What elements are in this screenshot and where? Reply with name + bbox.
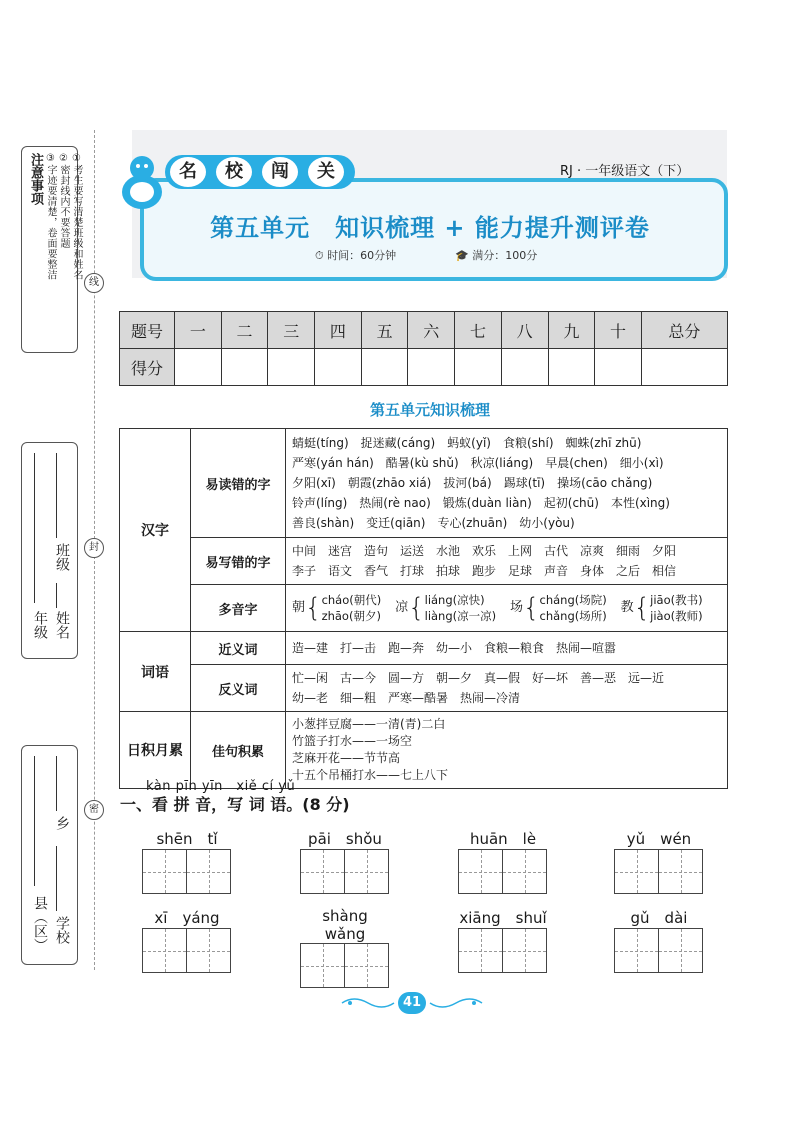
page-title: 第五单元 知识梳理 + 能力提升测评卷 <box>210 213 650 242</box>
poly-read: liáng(凉快) <box>424 593 485 607</box>
score-cell[interactable] <box>455 349 502 386</box>
polyphone-item <box>510 592 607 624</box>
writing-cell[interactable] <box>345 849 389 894</box>
ciyu-ant-row <box>120 665 728 712</box>
question-number: 一 <box>175 312 222 349</box>
pinyin-text: yǔ wén <box>626 830 692 848</box>
class-info-box <box>21 442 78 659</box>
sub-synonym: 近义词 <box>191 632 286 665</box>
brace-icon: { <box>633 593 651 623</box>
question-number: 三 <box>268 312 315 349</box>
score-cell[interactable] <box>221 349 268 386</box>
polyphone-item <box>621 592 703 624</box>
content-line: 小葱拌豆腐——一清(青)二白 <box>292 717 446 731</box>
content-line: 铃声(líng) 热闹(rè nao) 锻炼(duàn liàn) 起初(chū) 本性(xìng) <box>292 496 670 510</box>
question-number: 四 <box>315 312 362 349</box>
sub-sentences: 佳句积累 <box>191 712 286 789</box>
poly-read: cháo(朝代) <box>321 593 382 607</box>
pinyin-item <box>614 907 704 973</box>
content-line: 幼—老 细—粗 严寒—酷暑 热闹—冷清 <box>292 691 521 705</box>
question-number: 十 <box>595 312 642 349</box>
easy-write-content <box>286 538 728 585</box>
poly-read: cháng(场院) <box>539 593 607 607</box>
poly-read: zhāo(朝夕) <box>321 609 381 623</box>
notice-line: ②密封线内不要答题 <box>58 153 69 249</box>
score-cell[interactable] <box>268 349 315 386</box>
question1-title: 一、看 拼 音，写 词 语。(8 分) <box>120 795 350 814</box>
polyphone-item <box>395 592 496 624</box>
category-hanzi: 汉字 <box>120 429 191 632</box>
sub-easy-read: 易读错的字 <box>191 429 286 538</box>
logo-char: 校 <box>216 157 252 187</box>
pinyin-text: shēn tǐ <box>156 830 218 848</box>
writing-cell[interactable] <box>142 928 187 973</box>
category-ciyu: 词语 <box>120 632 191 712</box>
pinyin-text: huān lè <box>469 830 537 848</box>
score-text: 满分：100分 <box>472 249 538 262</box>
writing-grid <box>614 928 704 973</box>
writing-cell[interactable] <box>142 849 187 894</box>
content-line: 忙—闲 古—今 圆—方 朝—夕 真—假 好—坏 善—恶 远—近 <box>292 671 665 685</box>
brace-icon: { <box>408 593 425 623</box>
seal-mark: 密 <box>84 800 104 820</box>
question-number: 六 <box>408 312 455 349</box>
writing-grid <box>142 928 232 973</box>
poly-char: 场 <box>509 600 523 615</box>
writing-cell[interactable] <box>300 849 345 894</box>
town-line <box>56 756 57 811</box>
score-header-row <box>120 312 728 349</box>
score-value-row <box>120 349 728 386</box>
sub-antonym: 反义词 <box>191 665 286 712</box>
town-label: 乡 <box>54 816 70 830</box>
seal-mark: 封 <box>84 538 104 558</box>
seal-mark: 线 <box>84 273 104 293</box>
content-line: 中间 迷宫 造句 运送 水池 欢乐 上网 古代 凉爽 细雨 夕阳 <box>292 544 677 558</box>
writing-cell[interactable] <box>503 928 547 973</box>
content-line: 蜻蜓(tíng) 捉迷藏(cáng) 蚂蚁(yǐ) 食粮(shí) 蜘蛛(zhī zhū) <box>292 436 642 450</box>
hanzi-poly-row <box>120 585 728 632</box>
writing-cell[interactable] <box>458 928 503 973</box>
brace-icon: { <box>305 593 322 623</box>
writing-grid <box>458 928 548 973</box>
pinyin-text: xī yáng <box>154 909 220 927</box>
score-cell[interactable] <box>641 349 727 386</box>
page-number: 41 <box>398 992 426 1014</box>
score-cell[interactable] <box>175 349 222 386</box>
writing-grid <box>458 849 548 894</box>
school-line <box>56 846 57 911</box>
content-line: 十五个吊桶打水——七上八下 <box>292 768 449 782</box>
knowledge-table <box>119 428 728 789</box>
name-label: 姓名 <box>54 611 70 639</box>
question-number: 九 <box>548 312 595 349</box>
ornament-right-icon <box>428 995 484 1011</box>
question-number: 八 <box>501 312 548 349</box>
sub-polyphone: 多音字 <box>191 585 286 632</box>
writing-cell[interactable] <box>300 943 345 988</box>
poly-char: 朝 <box>292 600 306 615</box>
score-cell[interactable] <box>408 349 455 386</box>
writing-grid <box>300 849 390 894</box>
pinyin-item <box>458 907 548 973</box>
hanzi-write-row <box>120 538 728 585</box>
ornament-left-icon <box>340 995 396 1011</box>
notice-line: ③字迹要清楚，卷面要整洁 <box>45 153 56 280</box>
grade-label: 年级 <box>32 611 48 639</box>
brace-icon: { <box>522 593 540 623</box>
cap-icon: 🎓 <box>455 249 469 262</box>
content-line: 竹篮子打水——一场空 <box>292 734 413 748</box>
notice-lines <box>44 153 83 280</box>
county-label: 县（区） <box>32 896 48 952</box>
mascot-gourd-icon <box>118 150 166 210</box>
class-label: 班级 <box>54 543 70 571</box>
writing-cell[interactable] <box>345 943 389 988</box>
score-cell[interactable] <box>361 349 408 386</box>
county-line <box>34 756 35 886</box>
time-text: 时间：60分钟 <box>327 249 397 262</box>
polyphone-content <box>286 585 728 632</box>
score-cell[interactable] <box>315 349 362 386</box>
question-number: 五 <box>361 312 408 349</box>
notice-line: ①考生要写清楚班级和姓名 <box>71 153 82 280</box>
sub-easy-write: 易写错的字 <box>191 538 286 585</box>
sentences-content <box>286 712 728 789</box>
content-line: 李子 语文 香气 打球 拍球 跑步 足球 声音 身体 之后 相信 <box>292 564 677 578</box>
writing-grid <box>300 943 390 988</box>
score-row-label: 题号 <box>120 312 175 349</box>
pinyin-text: shàng wǎng <box>322 907 368 943</box>
pinyin-item <box>300 828 390 894</box>
score-cell[interactable] <box>501 349 548 386</box>
polyphone-item <box>292 592 381 624</box>
pinyin-item <box>458 828 548 894</box>
writing-cell[interactable] <box>659 849 703 894</box>
name-line <box>56 583 57 608</box>
category-riji: 日积月累 <box>120 712 191 789</box>
score-cell[interactable] <box>595 349 642 386</box>
writing-grid <box>614 849 704 894</box>
poly-read: jiāo(教书) <box>650 593 703 607</box>
easy-read-content <box>286 429 728 538</box>
section-title: 第五单元知识梳理 <box>369 401 490 419</box>
logo-char: 名 <box>170 157 206 187</box>
question-number: 二 <box>221 312 268 349</box>
pinyin-item <box>142 907 232 973</box>
poly-read: liàng(凉一凉) <box>424 609 497 623</box>
question1-pinyin: kàn pīn yīn xiě cí yǔ <box>146 779 296 794</box>
pinyin-item <box>300 907 390 988</box>
content-line: 严寒(yán hán) 酷暑(kù shǔ) 秋凉(liáng) 早晨(chen) 细小(xì) <box>292 456 664 470</box>
writing-cell[interactable] <box>187 849 231 894</box>
pinyin-item <box>614 828 704 894</box>
hanzi-read-row <box>120 429 728 538</box>
score-row-label: 得分 <box>120 349 175 386</box>
school-info-box <box>21 745 78 965</box>
logo-char: 关 <box>308 157 344 187</box>
grade-line <box>34 453 35 603</box>
question-number: 七 <box>455 312 502 349</box>
pinyin-text: gǔ dài <box>630 909 688 927</box>
writing-cell[interactable] <box>187 928 231 973</box>
time-limit <box>315 247 396 263</box>
writing-cell[interactable] <box>614 849 659 894</box>
writing-cell[interactable] <box>614 928 659 973</box>
writing-grid <box>142 849 232 894</box>
poly-read: jiào(教师) <box>650 609 703 623</box>
score-cell[interactable] <box>548 349 595 386</box>
synonym-content <box>286 632 728 665</box>
writing-cell[interactable] <box>659 928 703 973</box>
pinyin-item <box>142 828 232 894</box>
school-label: 学校 <box>54 916 70 944</box>
score-table <box>119 311 728 386</box>
logo-char: 闯 <box>262 157 298 187</box>
total-score-header: 总分 <box>641 312 727 349</box>
writing-cell[interactable] <box>503 849 547 894</box>
content-line: 善良(shàn) 变迁(qiān) 专心(zhuān) 幼小(yòu) <box>292 516 575 530</box>
content-line: 芝麻开花——节节高 <box>292 751 401 765</box>
notice-title: 注意事项 <box>28 153 43 205</box>
ciyu-syn-row <box>120 632 728 665</box>
antonym-content <box>286 665 728 712</box>
content-line: 夕阳(xī) 朝霞(zhāo xiá) 拔河(bá) 踢球(tī) 操场(cāo chǎng) <box>292 476 653 490</box>
poly-char: 教 <box>620 600 634 615</box>
notice-box <box>21 146 82 353</box>
content-line: 造—建 打—击 跑—奔 幼—小 食粮—粮食 热闹—喧嚣 <box>292 641 617 655</box>
pinyin-text: xiāng shuǐ <box>459 909 547 927</box>
poly-char: 凉 <box>395 600 409 615</box>
writing-cell[interactable] <box>458 849 503 894</box>
class-line <box>56 453 57 538</box>
poly-read: chǎng(场所) <box>539 609 607 623</box>
clock-icon: ⏱ <box>315 249 324 262</box>
grade-subject: RJ · 一年级语文（下） <box>560 164 690 179</box>
full-score <box>455 247 537 263</box>
pinyin-text: pāi shǒu <box>308 830 382 848</box>
